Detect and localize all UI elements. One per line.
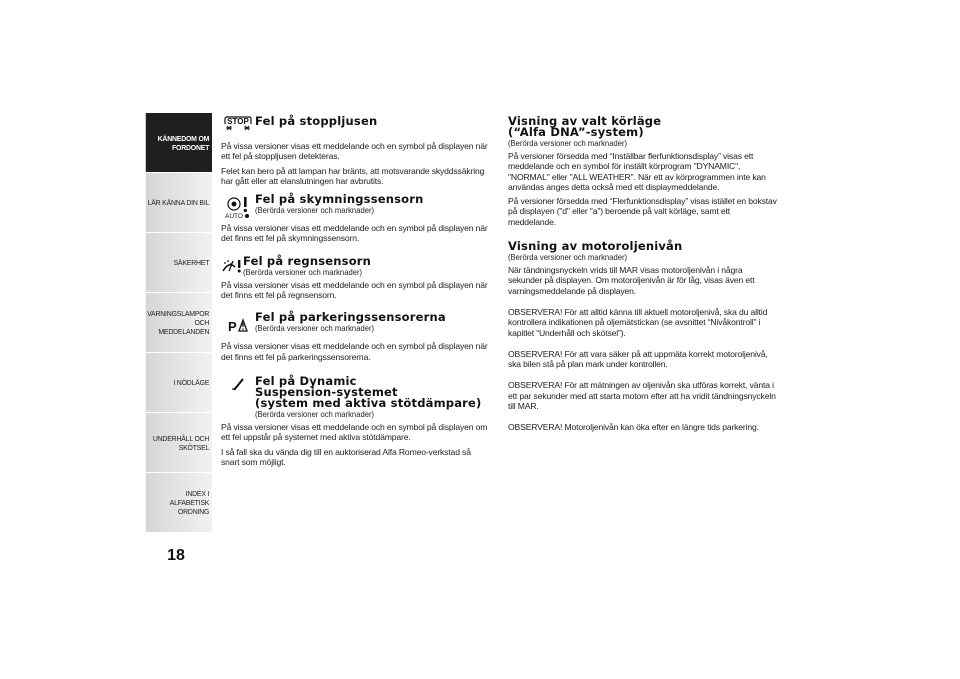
suspension-icon <box>221 376 255 392</box>
page-number: 18 <box>167 547 185 564</box>
section-title: Fel på regnsensorn <box>243 253 372 268</box>
section-korlage <box>508 116 778 227</box>
section-title: (“Alfa DNA”-system) <box>508 125 644 139</box>
section-note: (Berörda versioner och marknader) <box>255 205 375 216</box>
section-dynamic-suspension <box>221 373 491 467</box>
section-title: Fel på stoppljusen <box>255 114 378 128</box>
section-parkeringssensorer <box>221 312 491 362</box>
tab-label: KÄNNEDOM OM FORDONET <box>157 133 210 152</box>
paragraph: I så fall ska du vända dig till en auktoriserad Alfa Romeo-verkstad så snart som möjligt. <box>221 446 471 467</box>
section-regnsensor <box>221 253 491 301</box>
tab-lar-kanna-din-bil[interactable] <box>146 173 212 233</box>
paragraph: På vissa versioner visas ett meddelande och en symbol på displayen när det finns ett fel på parkeringssensorerna. <box>221 341 488 362</box>
section-note: (Berörda versioner och marknader) <box>243 266 363 277</box>
right-column <box>508 112 778 439</box>
tab-label: I NÖDLÄGE <box>173 378 210 387</box>
section-note: (Berörda versioner och marknader) <box>508 252 628 263</box>
tab-label: VARNINGSLAMPOR OCH MEDDELANDEN <box>147 309 210 336</box>
tab-i-nodlage[interactable] <box>146 353 212 413</box>
paragraph: På versioner försedda med “Flerfunktionsdisplay” visas istället en bokstav på displayen ("d" eller "a") beroende på valt körläge, samt ett meddelande. <box>508 196 777 227</box>
tab-label: INDEX I ALFABETISK ORDNING <box>169 489 210 516</box>
tab-underhall-och-skotsel[interactable] <box>146 413 212 473</box>
section-note: (Berörda versioner och marknader) <box>255 323 375 334</box>
paragraph: På vissa versioner visas ett meddelande och en symbol på displayen när ett fel på stoppljusen detekteras. <box>221 141 488 162</box>
section-title: Suspension-systemet <box>255 384 398 399</box>
stop-text: STOP <box>227 117 249 126</box>
section-note: (Berörda versioner och marknader) <box>255 408 375 419</box>
svg-text:P: P <box>228 319 237 335</box>
paragraph: OBSERVERA! Motoroljenivån kan öka efter en längre tids parkering. <box>508 422 759 433</box>
stop-lamp-icon <box>221 112 255 138</box>
section-title: (system med aktiva stötdämpare) <box>255 395 482 410</box>
dusk-sensor-icon <box>221 194 255 220</box>
paragraph: När tändningsnyckeln vrids till MAR visas motoroljenivån i några sekunder på displayen. Om motoroljenivån är för låg, visas även ett varningsmeddelande på displayen. <box>508 265 755 296</box>
section-stoppljus <box>221 112 491 186</box>
section-title: Visning av motoroljenivån <box>508 239 683 254</box>
section-note: (Berörda versioner och marknader) <box>508 138 628 148</box>
chapter-sidebar <box>140 113 212 543</box>
section-motoroljeniva <box>508 241 778 433</box>
rain-sensor-icon <box>221 256 243 276</box>
section-title: Fel på parkeringssensorerna <box>255 310 446 325</box>
section-title: Visning av valt körläge <box>508 114 662 128</box>
parking-sensor-icon <box>221 312 255 338</box>
left-column <box>221 112 491 473</box>
tab-index[interactable] <box>146 473 212 533</box>
section-skymningssensor <box>221 194 491 244</box>
tab-label: UNDERHÅLL OCH SKÖTSEL <box>152 433 210 452</box>
paragraph: OBSERVERA! För att alltid känna till aktuell motoroljenivå, ska du alltid kontrollera indikationen på oljemätstickan (se avsnittet “Nivåkontroll” i kapitlet “Underhåll och skötsel”). <box>508 306 768 338</box>
paragraph: På vissa versioner visas ett meddelande och en symbol på displayen när det finns ett fel på skymningssensorn. <box>221 223 488 244</box>
paragraph: På vissa versioner visas ett meddelande och en symbol på displayen när det finns ett fel på regnsensorn. <box>221 279 488 301</box>
tab-kannedom-om-fordonet[interactable] <box>146 113 212 173</box>
tab-varningslampor[interactable] <box>146 293 212 353</box>
auto-text: AUTO <box>225 213 243 221</box>
paragraph: På versioner försedda med “Inställbar flerfunktionsdisplay” visas ett meddelande och en symbol för inställt körprogram "DYNAMIC", "NORMAL" eller "ALL WEATHER". När ett av körprogrammen inte kan användas anges detta också med ett displaymeddelande. <box>508 151 766 192</box>
paragraph: Felet kan bero på att lampan har bränts, att motsvarande skyddssäkring har gått eller att elanslutningen har avbrutits. <box>221 165 485 186</box>
paragraph: OBSERVERA! För att mätningen av oljenivån ska utföras korrekt, vänta i ett par sekunder med att starta motorn efter att ha vridit tändningsnyckeln till MAR. <box>508 380 776 412</box>
section-title: Fel på skymningssensorn <box>255 192 424 207</box>
section-title: Fel på Dynamic <box>255 373 357 388</box>
paragraph: På vissa versioner visas ett meddelande och en symbol på displayen om ett fel uppstår på systemet med aktiva stötdämpare. <box>221 421 488 443</box>
tab-label: LÄR KÄNNA DIN BIL <box>147 198 210 207</box>
tab-sakerhet[interactable] <box>146 233 212 293</box>
paragraph: OBSERVERA! För att vara säker på att uppmäta korrekt motoroljenivå, ska bilen stå på plan mark under kontrollen. <box>508 348 768 370</box>
tab-label: SÄKERHET <box>173 258 210 267</box>
